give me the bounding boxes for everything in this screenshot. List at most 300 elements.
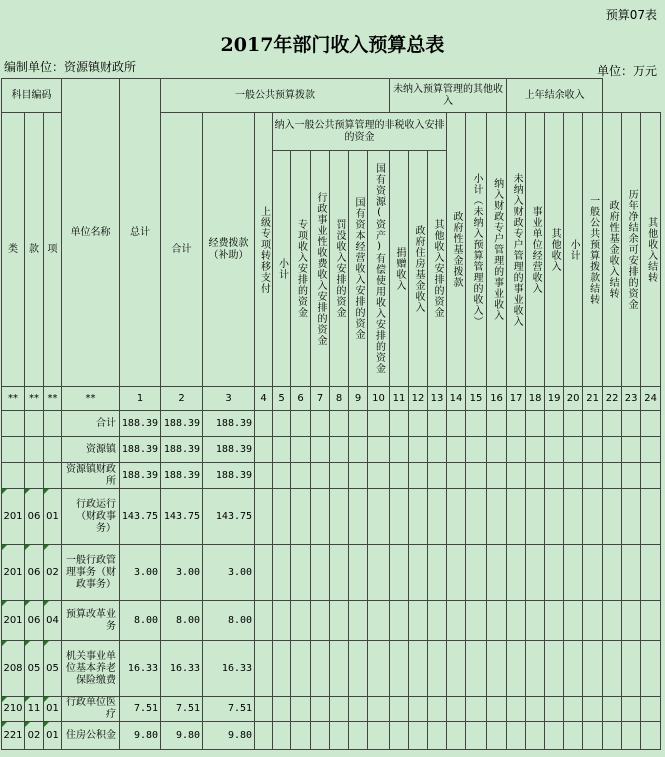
cell-lei: 210	[2, 697, 25, 722]
cell-kuan	[25, 411, 44, 437]
empty-cell	[428, 697, 447, 722]
index-cell: 3	[203, 387, 255, 411]
cell-funding: 9.80	[203, 722, 255, 750]
empty-cell	[447, 545, 466, 601]
empty-cell	[487, 545, 507, 601]
empty-cell	[583, 489, 603, 545]
empty-cell	[526, 411, 545, 437]
empty-cell	[641, 411, 661, 437]
index-cell: 19	[545, 387, 564, 411]
table-row	[2, 489, 661, 545]
empty-cell	[603, 463, 622, 489]
empty-cell	[641, 641, 661, 697]
empty-cell	[368, 601, 390, 641]
index-cell: 2	[161, 387, 203, 411]
empty-cell	[447, 722, 466, 750]
table-row	[2, 641, 661, 697]
gov-fund-header: 政府性基金拨款	[447, 113, 466, 387]
empty-cell	[641, 489, 661, 545]
empty-cell	[507, 411, 526, 437]
unit-name-header: 单位名称	[62, 79, 120, 387]
empty-cell	[291, 411, 311, 437]
index-cell: 8	[330, 387, 349, 411]
general-public-header: 一般公共预算拨款	[161, 79, 390, 113]
nt-state-assets-header: 国有资源(资产)有偿使用收入安排的资金	[368, 151, 390, 387]
cell-subtotal: 143.75	[161, 489, 203, 545]
cell-total: 188.39	[120, 463, 161, 489]
index-cell: 6	[291, 387, 311, 411]
cell-name: 住房公积金	[62, 722, 120, 750]
co-other-header: 其他收入结转	[641, 113, 661, 387]
cell-name: 行政单位医疗	[62, 697, 120, 722]
empty-cell	[311, 641, 330, 697]
empty-cell	[428, 601, 447, 641]
page-title: 2017年部门收入预算总表	[220, 34, 445, 56]
empty-cell	[487, 463, 507, 489]
cell-funding: 188.39	[203, 463, 255, 489]
cell-subtotal: 188.39	[161, 437, 203, 463]
cell-total: 7.51	[120, 697, 161, 722]
cell-total: 188.39	[120, 437, 161, 463]
empty-cell	[291, 437, 311, 463]
empty-cell	[311, 437, 330, 463]
empty-cell	[291, 722, 311, 750]
empty-cell	[409, 697, 428, 722]
empty-cell	[409, 489, 428, 545]
empty-cell	[583, 722, 603, 750]
cell-subtotal: 9.80	[161, 722, 203, 750]
cell-lei: 201	[2, 545, 25, 601]
empty-cell	[603, 722, 622, 750]
index-cell: **	[62, 387, 120, 411]
ub-business-header: 事业单位经营收入	[526, 113, 545, 387]
empty-cell	[349, 641, 368, 697]
cell-xiang	[44, 463, 62, 489]
empty-cell	[428, 489, 447, 545]
empty-cell	[291, 697, 311, 722]
empty-cell	[447, 601, 466, 641]
cell-funding: 16.33	[203, 641, 255, 697]
empty-cell	[526, 545, 545, 601]
empty-cell	[311, 463, 330, 489]
empty-cell	[641, 601, 661, 641]
empty-cell	[255, 411, 273, 437]
cell-lei	[2, 411, 25, 437]
nt-fine-header: 罚没收入安排的资金	[330, 151, 349, 387]
empty-cell	[409, 601, 428, 641]
empty-cell	[564, 601, 583, 641]
empty-cell	[603, 545, 622, 601]
empty-cell	[349, 697, 368, 722]
index-cell: 16	[487, 387, 507, 411]
ub-nonfiscal-header: 未纳入财政专户管理的事业收入	[507, 113, 526, 387]
cell-xiang	[44, 437, 62, 463]
empty-cell	[409, 437, 428, 463]
empty-cell	[330, 463, 349, 489]
empty-cell	[311, 601, 330, 641]
empty-cell	[564, 489, 583, 545]
empty-cell	[545, 697, 564, 722]
empty-cell	[641, 545, 661, 601]
empty-cell	[487, 697, 507, 722]
empty-cell	[507, 437, 526, 463]
cell-xiang	[44, 411, 62, 437]
cell-name: 机关事业单位基本养老保险缴费	[62, 641, 120, 697]
index-cell: 24	[641, 387, 661, 411]
empty-cell	[349, 601, 368, 641]
empty-cell	[311, 722, 330, 750]
cell-total: 143.75	[120, 489, 161, 545]
empty-cell	[641, 697, 661, 722]
cell-total: 16.33	[120, 641, 161, 697]
cell-total: 188.39	[120, 411, 161, 437]
empty-cell	[291, 463, 311, 489]
empty-cell	[409, 641, 428, 697]
empty-cell	[564, 641, 583, 697]
empty-cell	[349, 411, 368, 437]
empty-cell	[273, 722, 291, 750]
index-cell: 21	[583, 387, 603, 411]
empty-cell	[255, 545, 273, 601]
empty-cell	[545, 411, 564, 437]
empty-cell	[311, 545, 330, 601]
index-cell: **	[2, 387, 25, 411]
empty-cell	[583, 463, 603, 489]
empty-cell	[564, 545, 583, 601]
cell-funding: 3.00	[203, 545, 255, 601]
empty-cell	[409, 545, 428, 601]
empty-cell	[487, 437, 507, 463]
empty-cell	[526, 697, 545, 722]
empty-cell	[255, 641, 273, 697]
empty-cell	[622, 545, 641, 601]
empty-cell	[255, 601, 273, 641]
gp-transfer-header: 上级专项转移支付	[255, 113, 273, 387]
empty-cell	[368, 463, 390, 489]
empty-cell	[507, 697, 526, 722]
index-cell: 9	[349, 387, 368, 411]
currency-unit: 单位：万元	[596, 64, 657, 78]
empty-cell	[330, 722, 349, 750]
empty-cell	[466, 697, 487, 722]
empty-cell	[545, 437, 564, 463]
index-cell: 11	[390, 387, 409, 411]
empty-cell	[255, 697, 273, 722]
cell-kuan	[25, 463, 44, 489]
cell-lei	[2, 463, 25, 489]
index-cell: 4	[255, 387, 273, 411]
cell-subtotal: 7.51	[161, 697, 203, 722]
empty-cell	[311, 489, 330, 545]
empty-cell	[487, 601, 507, 641]
cell-name: 资源镇财政所	[62, 463, 120, 489]
empty-cell	[273, 545, 291, 601]
empty-cell	[330, 641, 349, 697]
index-cell: 1	[120, 387, 161, 411]
empty-cell	[487, 641, 507, 697]
index-cell: **	[25, 387, 44, 411]
index-cell: 12	[409, 387, 428, 411]
empty-cell	[583, 437, 603, 463]
empty-cell	[526, 641, 545, 697]
cell-funding: 8.00	[203, 601, 255, 641]
empty-cell	[428, 463, 447, 489]
cell-xiang: 01	[44, 489, 62, 545]
cell-kuan: 02	[25, 722, 44, 750]
table-row	[2, 545, 661, 601]
ub-other-header: 其他收入	[545, 113, 564, 387]
cell-subtotal: 8.00	[161, 601, 203, 641]
empty-cell	[641, 437, 661, 463]
empty-cell	[273, 697, 291, 722]
index-cell: **	[44, 387, 62, 411]
empty-cell	[368, 437, 390, 463]
empty-cell	[368, 545, 390, 601]
empty-cell	[409, 463, 428, 489]
kuan-header: 款	[25, 113, 44, 387]
empty-cell	[273, 463, 291, 489]
index-cell: 14	[447, 387, 466, 411]
empty-cell	[507, 545, 526, 601]
empty-cell	[273, 437, 291, 463]
empty-cell	[603, 601, 622, 641]
empty-cell	[545, 545, 564, 601]
empty-cell	[291, 601, 311, 641]
empty-cell	[330, 437, 349, 463]
empty-cell	[428, 545, 447, 601]
empty-cell	[622, 489, 641, 545]
index-cell: 18	[526, 387, 545, 411]
empty-cell	[273, 641, 291, 697]
empty-cell	[507, 641, 526, 697]
empty-cell	[466, 437, 487, 463]
empty-cell	[622, 601, 641, 641]
empty-cell	[447, 641, 466, 697]
empty-cell	[526, 601, 545, 641]
reporting-unit: 编制单位：资源镇财政所	[4, 60, 137, 74]
index-row	[2, 387, 661, 411]
ub-subtotal-header: 小计（未纳入预算管理的收入）	[466, 113, 487, 387]
empty-cell	[507, 463, 526, 489]
co-subtotal-header: 小计	[564, 113, 583, 387]
empty-cell	[487, 489, 507, 545]
empty-cell	[330, 697, 349, 722]
cell-funding: 188.39	[203, 411, 255, 437]
table-row	[2, 722, 661, 750]
total-header: 总计	[120, 79, 161, 387]
empty-cell	[603, 489, 622, 545]
cell-funding: 143.75	[203, 489, 255, 545]
cell-lei: 201	[2, 601, 25, 641]
empty-cell	[291, 545, 311, 601]
nt-housing-header: 政府住房基金收入	[409, 151, 428, 387]
empty-cell	[622, 411, 641, 437]
empty-cell	[603, 411, 622, 437]
co-fund-header: 政府性基金收入结转	[603, 113, 622, 387]
empty-cell	[545, 601, 564, 641]
empty-cell	[466, 601, 487, 641]
empty-cell	[487, 722, 507, 750]
empty-cell	[390, 411, 409, 437]
empty-cell	[641, 722, 661, 750]
empty-cell	[330, 489, 349, 545]
empty-cell	[447, 411, 466, 437]
empty-cell	[390, 601, 409, 641]
empty-cell	[526, 463, 545, 489]
cell-lei: 201	[2, 489, 25, 545]
empty-cell	[564, 411, 583, 437]
empty-cell	[255, 489, 273, 545]
cell-name: 合计	[62, 411, 120, 437]
form-code: 预算07表	[605, 8, 657, 22]
empty-cell	[466, 489, 487, 545]
empty-cell	[447, 437, 466, 463]
cell-subtotal: 16.33	[161, 641, 203, 697]
empty-cell	[583, 697, 603, 722]
empty-cell	[603, 697, 622, 722]
cell-subtotal: 188.39	[161, 463, 203, 489]
empty-cell	[349, 437, 368, 463]
index-cell: 10	[368, 387, 390, 411]
empty-cell	[273, 411, 291, 437]
empty-cell	[390, 437, 409, 463]
gp-subtotal-header: 合计	[161, 113, 203, 387]
carryover-group-header: 上年结余收入	[507, 79, 603, 113]
cell-total: 9.80	[120, 722, 161, 750]
empty-cell	[368, 489, 390, 545]
cell-xiang: 02	[44, 545, 62, 601]
empty-cell	[622, 437, 641, 463]
empty-cell	[564, 697, 583, 722]
empty-cell	[583, 601, 603, 641]
empty-cell	[349, 489, 368, 545]
empty-cell	[390, 463, 409, 489]
index-cell: 23	[622, 387, 641, 411]
empty-cell	[641, 463, 661, 489]
nt-donation-header: 捐赠收入	[390, 151, 409, 387]
gp-funding-header: 经费拨款（补助）	[203, 113, 255, 387]
cell-kuan: 06	[25, 489, 44, 545]
empty-cell	[273, 489, 291, 545]
empty-cell	[255, 463, 273, 489]
empty-cell	[466, 722, 487, 750]
empty-cell	[583, 545, 603, 601]
cell-name: 预算改革业务	[62, 601, 120, 641]
empty-cell	[311, 411, 330, 437]
table-row	[2, 601, 661, 641]
cell-funding: 7.51	[203, 697, 255, 722]
nt-state-capital-header: 国有资本经营收入安排的资金	[349, 151, 368, 387]
index-cell: 22	[603, 387, 622, 411]
empty-cell	[349, 463, 368, 489]
empty-cell	[368, 722, 390, 750]
empty-cell	[255, 722, 273, 750]
nontax-group-header: 纳入一般公共预算管理的非税收入安排的资金	[273, 113, 447, 151]
cell-kuan: 05	[25, 641, 44, 697]
index-cell: 20	[564, 387, 583, 411]
cell-kuan: 06	[25, 545, 44, 601]
empty-cell	[603, 641, 622, 697]
empty-cell	[368, 697, 390, 722]
budget-table	[1, 78, 661, 750]
empty-cell	[390, 489, 409, 545]
empty-cell	[466, 641, 487, 697]
cell-funding: 188.39	[203, 437, 255, 463]
empty-cell	[507, 601, 526, 641]
nt-admin-fee-header: 行政事业性收费收入安排的资金	[311, 151, 330, 387]
empty-cell	[622, 641, 641, 697]
empty-cell	[622, 463, 641, 489]
empty-cell	[368, 641, 390, 697]
ub-fiscal-header: 纳入财政专户管理的事业收入	[487, 113, 507, 387]
empty-cell	[428, 411, 447, 437]
cell-lei: 221	[2, 722, 25, 750]
empty-cell	[545, 463, 564, 489]
cell-name: 一般行政管理事务（财政事务）	[62, 545, 120, 601]
empty-cell	[368, 411, 390, 437]
cell-kuan	[25, 437, 44, 463]
cell-name: 资源镇	[62, 437, 120, 463]
empty-cell	[255, 437, 273, 463]
empty-cell	[526, 437, 545, 463]
empty-cell	[583, 641, 603, 697]
empty-cell	[622, 722, 641, 750]
empty-cell	[487, 411, 507, 437]
empty-cell	[428, 722, 447, 750]
empty-cell	[583, 411, 603, 437]
empty-cell	[545, 641, 564, 697]
empty-cell	[564, 463, 583, 489]
cell-xiang: 01	[44, 722, 62, 750]
empty-cell	[349, 722, 368, 750]
index-cell: 17	[507, 387, 526, 411]
empty-cell	[447, 489, 466, 545]
xiang-header: 项	[44, 113, 62, 387]
cell-xiang: 01	[44, 697, 62, 722]
empty-cell	[466, 545, 487, 601]
empty-cell	[507, 489, 526, 545]
empty-cell	[390, 697, 409, 722]
table-row	[2, 463, 661, 489]
cell-xiang: 05	[44, 641, 62, 697]
empty-cell	[564, 722, 583, 750]
unbudgeted-group-header: 未纳入预算管理的其他收入	[390, 79, 507, 113]
empty-cell	[390, 641, 409, 697]
cell-name: 行政运行（财政事务）	[62, 489, 120, 545]
empty-cell	[545, 489, 564, 545]
cell-subtotal: 3.00	[161, 545, 203, 601]
empty-cell	[311, 697, 330, 722]
nt-subtotal-header: 小计	[273, 151, 291, 387]
empty-cell	[526, 722, 545, 750]
empty-cell	[507, 722, 526, 750]
table-row	[2, 437, 661, 463]
empty-cell	[330, 601, 349, 641]
index-cell: 5	[273, 387, 291, 411]
empty-cell	[330, 411, 349, 437]
nt-other-header: 其他收入安排的资金	[428, 151, 447, 387]
cell-lei: 208	[2, 641, 25, 697]
empty-cell	[390, 722, 409, 750]
empty-cell	[349, 545, 368, 601]
empty-cell	[273, 601, 291, 641]
cell-kuan: 11	[25, 697, 44, 722]
empty-cell	[409, 411, 428, 437]
cell-xiang: 04	[44, 601, 62, 641]
empty-cell	[466, 463, 487, 489]
index-cell: 13	[428, 387, 447, 411]
cell-total: 8.00	[120, 601, 161, 641]
